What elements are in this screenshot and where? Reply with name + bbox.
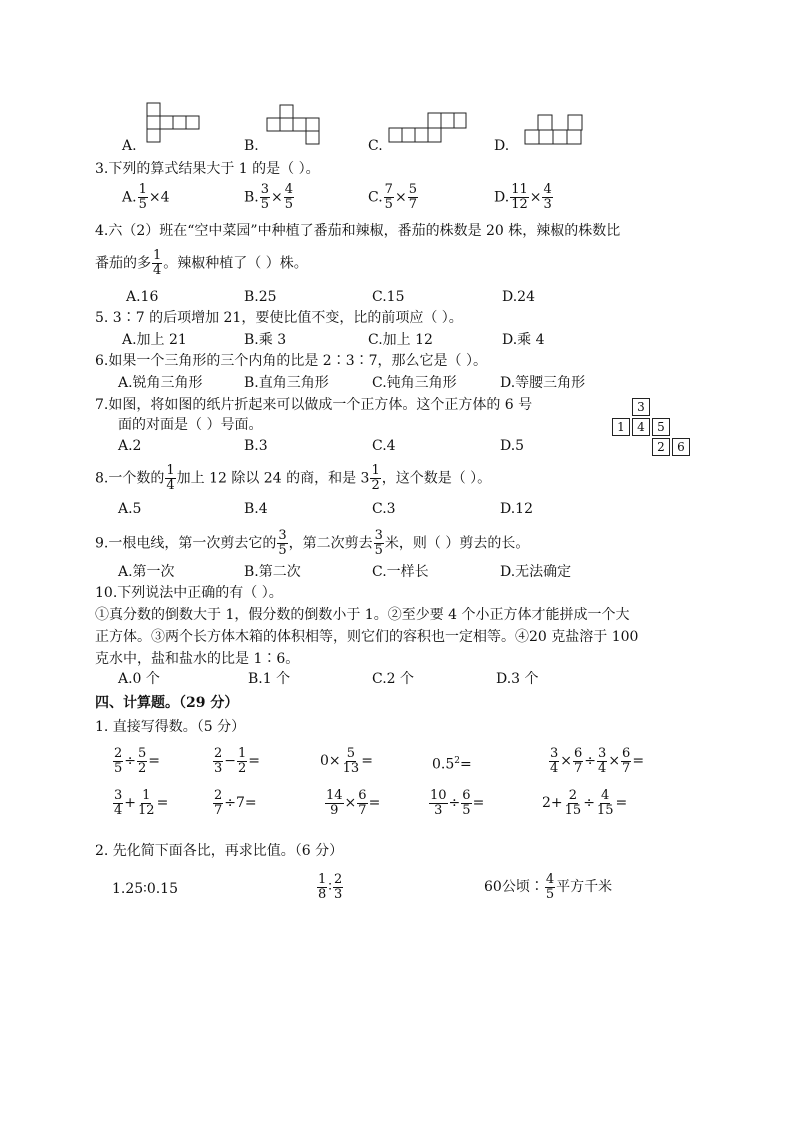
q10-option-c[interactable]: C.2 个 [372,671,415,687]
q4-option-b[interactable]: B.25 [244,289,277,305]
net-cell: 3 [632,398,650,416]
net-cell: 1 [612,418,630,436]
q10-statement-line2: 正方体。③两个长方体木箱的体积相等，则它们的容积也一定相等。④20 克盐溶于 100 [95,629,639,645]
ratio-1[interactable]: 1.25∶0.15 [112,881,178,897]
net-cell: 2 [652,438,670,456]
section4-sub2: 2. 先化简下面各比，再求比值。（6 分） [95,843,344,859]
calc-r2c3[interactable]: $\frac{14}{9}$ × $\frac{6}{7}$ = [326,787,381,818]
net-cell: 4 [632,418,650,436]
section4-sub1: 1. 直接写得数。（5 分） [95,719,246,735]
q9-option-a[interactable]: A.第一次 [118,564,175,580]
q4-option-d[interactable]: D.24 [502,289,535,305]
q10-option-a[interactable]: A.0 个 [118,671,160,687]
calc-r2c2[interactable]: $\frac{2}{7}$ ÷7= [214,787,257,818]
q9-stem: 9.一根电线，第一次剪去它的 $\frac{3}{5}$ ，第二次剪去 $\frac{3}{5}$ 米，则（ ）剪去的长。 [95,528,530,558]
q2-net-b-figure [266,104,322,146]
calc-r2c4[interactable]: $\frac{10}{3}$ ÷ $\frac{6}{5}$ = [430,787,485,818]
q2-option-b[interactable]: B. [244,138,259,154]
q5-option-a[interactable]: A.加上 21 [122,332,187,348]
q7-option-c[interactable]: C.4 [372,438,396,454]
q7-stem-line2: 面的对面是（ ）号面。 [118,417,263,433]
net-cell: 5 [652,418,670,436]
ratio-3[interactable]: 60公顷∶ $\frac{4}{5}$ 平方千米 [484,871,613,902]
q3-stem: 3.下列的算式结果大于 1 的是（ ）。 [95,161,320,177]
q10-statement-line3: 克水中，盐和盐水的比是 1∶6。 [95,651,300,667]
calc-r1c4[interactable]: $0.5^2=$ [432,756,472,773]
net-cell: 6 [672,438,690,456]
q4-stem-line1: 4.六（2）班在“空中菜园”中种植了番茄和辣椒，番茄的株数是 20 株，辣椒的株数比 [95,223,621,239]
q3-option-d[interactable]: D. $\frac{11}{12}$ × $\frac{4}{3}$ [494,182,552,212]
q10-statement-line1: ①真分数的倒数大于 1，假分数的倒数小于 1。②至少要 4 个小正方体才能拼成一个大 [95,607,630,623]
q10-option-b[interactable]: B.1 个 [248,671,291,687]
q10-option-d[interactable]: D.3 个 [496,671,539,687]
section4-title: 四、计算题。（29 分） [95,695,239,711]
q9-option-d[interactable]: D.无法确定 [500,564,572,580]
q7-option-b[interactable]: B.3 [244,438,268,454]
q8-stem: 8.一个数的 $\frac{1}{4}$ 加上 12 除以 24 的商，和是 3 $\frac{1}{2}$ ，这个数是（ ）。 [95,463,492,493]
q6-option-d[interactable]: D.等腰三角形 [500,375,586,391]
q2-net-d-figure [524,114,586,146]
q9-option-c[interactable]: C.一样长 [372,564,429,580]
q7-cube-net-figure [612,398,702,460]
q6-option-c[interactable]: C.钝角三角形 [372,375,457,391]
q3-option-b[interactable]: B. $\frac{3}{5}$ × $\frac{4}{5}$ [244,182,294,212]
ratio-2[interactable]: $\frac{1}{8}$ ∶ $\frac{2}{3}$ [318,871,343,902]
q7-option-a[interactable]: A.2 [118,438,142,454]
q3-option-c[interactable]: C. $\frac{7}{5}$ × $\frac{5}{7}$ [368,182,417,212]
q6-option-a[interactable]: A.锐角三角形 [118,375,203,391]
q5-option-b[interactable]: B.乘 3 [244,332,287,348]
calc-r2c1[interactable]: $\frac{3}{4}$ + $\frac{1}{12}$ = [114,787,169,818]
q3-option-a[interactable]: A. $\frac{1}{5}$ ×4 [122,182,170,212]
q7-stem-line1: 7.如图，将如图的纸片折起来可以做成一个正方体。这个正方体的 6 号 [95,397,533,413]
q2-option-d[interactable]: D. [494,138,510,154]
q2-option-a[interactable]: A. [122,138,137,154]
q8-option-b[interactable]: B.4 [244,501,268,517]
q4-stem-line2: 番茄的多 $\frac{1}{4}$ 。辣椒种植了（ ）株。 [95,248,308,278]
calc-r2c5[interactable]: 2+ $\frac{2}{15}$ ÷ $\frac{4}{15}$ = [542,787,628,818]
calc-r1c2[interactable]: $\frac{2}{3}$ − $\frac{1}{2}$ = [214,745,261,776]
calc-r1c5[interactable]: $\frac{3}{4}$ × $\frac{6}{7}$ ÷ $\frac{3}{4}$ × $\frac{6}{7}$ = [550,745,645,776]
calc-r1c1[interactable]: $\frac{2}{5}$ ÷ $\frac{5}{2}$ = [114,745,161,776]
q8-option-d[interactable]: D.12 [500,501,533,517]
q9-option-b[interactable]: B.第二次 [244,564,301,580]
q8-option-c[interactable]: C.3 [372,501,396,517]
q5-option-d[interactable]: D.乘 4 [502,332,545,348]
q4-option-c[interactable]: C.15 [372,289,405,305]
q10-stem: 10.下列说法中正确的有（ ）。 [95,585,283,601]
q5-stem: 5. 3∶7 的后项增加 21，要使比值不变，比的前项应（ ）。 [95,310,463,326]
q4-option-a[interactable]: A.16 [126,289,159,305]
q2-net-c-figure [388,112,468,144]
q2-option-c[interactable]: C. [368,138,383,154]
q8-option-a[interactable]: A.5 [118,501,142,517]
q6-stem: 6.如果一个三角形的三个内角的比是 2∶3∶7，那么它是（ ）。 [95,353,487,369]
q5-option-c[interactable]: C.加上 12 [368,332,433,348]
calc-r1c3[interactable]: 0× $\frac{5}{13}$ = [320,745,373,776]
q2-net-a-figure [146,102,202,144]
q7-option-d[interactable]: D.5 [500,438,525,454]
q6-option-b[interactable]: B.直角三角形 [244,375,329,391]
